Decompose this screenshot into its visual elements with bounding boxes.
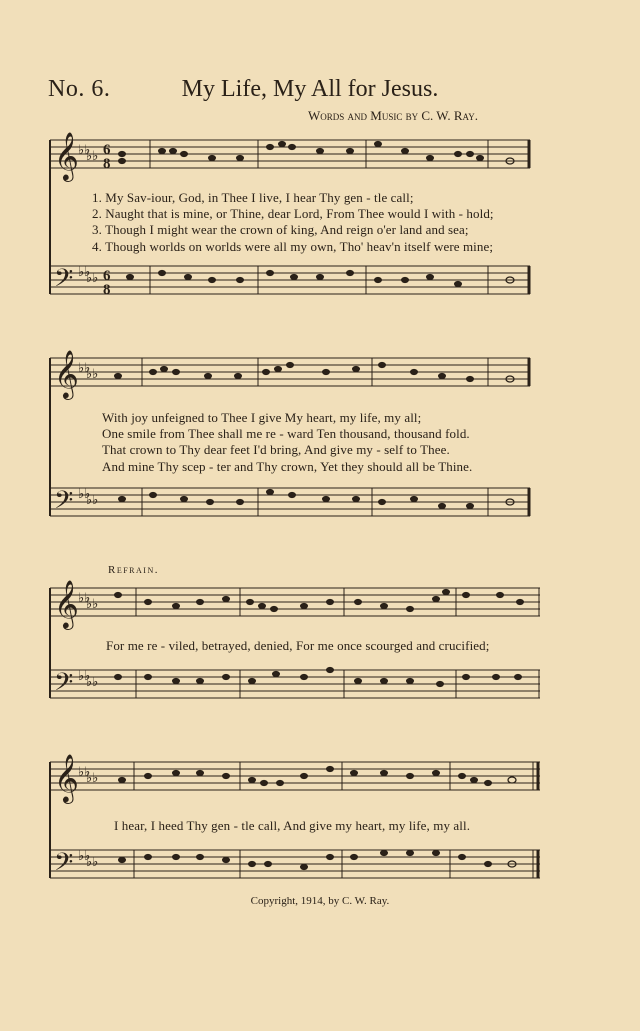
svg-text:♭♭: ♭♭ [78, 264, 91, 279]
time-signature: 6 [103, 142, 111, 158]
verse-block-1 [92, 190, 494, 255]
svg-text:♭♭: ♭♭ [86, 366, 99, 381]
final-line: I hear, I heed Thy gen - tle call, And give my heart, my life, my all. [114, 818, 471, 833]
refrain-line: For me re - viled, betrayed, denied, For me once scourged and crucified; [106, 638, 490, 653]
verse-2-line: One smile from Thee shall me re - ward Ten thousand, thousand fold. [102, 426, 470, 442]
verse-1-line: 1. My Sav-iour, God, in Thee I live, I hear Thy gen - tle call; [92, 190, 414, 205]
svg-text:♭♭: ♭♭ [78, 848, 91, 863]
treble-clef-icon: 𝄞 [54, 352, 79, 398]
hymn-number: No. 6. [48, 76, 111, 102]
verse-4-line: And mine Thy scep - ter and Thy crown, Yet they should all be Thine. [102, 458, 473, 474]
bass-staff-1 [50, 266, 530, 294]
svg-text:♭♭: ♭♭ [78, 486, 91, 501]
verse-block-2 [102, 410, 472, 475]
copyright-notice: Copyright, 1914, by C. W. Ray. [250, 895, 390, 907]
verse-3-line: That crown to Thy dear feet I'd bring, And give my - self to Thee. [102, 442, 450, 458]
verse-2-line: 2. Naught that is mine, or Thine, dear Lord, From Thee would I with - hold; [92, 206, 494, 222]
svg-text:6: 6 [103, 268, 111, 284]
hymn-title: My Life, My All for Jesus. [181, 76, 439, 102]
verse-4-line: 4. Though worlds on worlds were all my own, Tho' heav'n itself were mine; [92, 238, 494, 254]
bass-clef-icon: 𝄢 [54, 265, 74, 298]
svg-text:♭♭: ♭♭ [86, 854, 99, 869]
svg-text:♭♭: ♭♭ [78, 590, 91, 605]
svg-text:♭♭: ♭♭ [86, 596, 99, 611]
final-lyrics [114, 818, 470, 834]
verse-3-line: 3. Though I might wear the crown of king, And reign o'er land and sea; [92, 222, 469, 238]
svg-text:♭♭: ♭♭ [86, 492, 99, 507]
refrain-label: Refrain. [108, 564, 159, 576]
svg-text:8: 8 [103, 282, 111, 298]
svg-text:♭♭: ♭♭ [78, 668, 91, 683]
treble-clef-icon: 𝄞 [54, 582, 79, 628]
svg-text:8: 8 [103, 156, 111, 172]
svg-text:♭♭: ♭♭ [86, 770, 99, 785]
refrain-lyrics [106, 638, 489, 654]
verse-1-line: With joy unfeigned to Thee I give My heart, my life, my all; [102, 410, 422, 425]
bass-clef-icon: 𝄢 [54, 669, 74, 702]
svg-text:♭♭: ♭♭ [86, 148, 99, 163]
bass-clef-icon: 𝄢 [54, 849, 74, 882]
svg-text:♭♭: ♭♭ [78, 360, 91, 375]
treble-clef-icon: 𝄞 [54, 134, 79, 180]
flat-sign-icon: ♭♭ [78, 142, 91, 157]
svg-text:♭♭: ♭♭ [86, 270, 99, 285]
bass-clef-icon: 𝄢 [54, 487, 74, 520]
svg-text:♭♭: ♭♭ [78, 764, 91, 779]
author-credit: Words and Music by C. W. Ray. [308, 108, 478, 123]
svg-text:♭♭: ♭♭ [86, 674, 99, 689]
treble-clef-icon: 𝄞 [54, 756, 79, 802]
